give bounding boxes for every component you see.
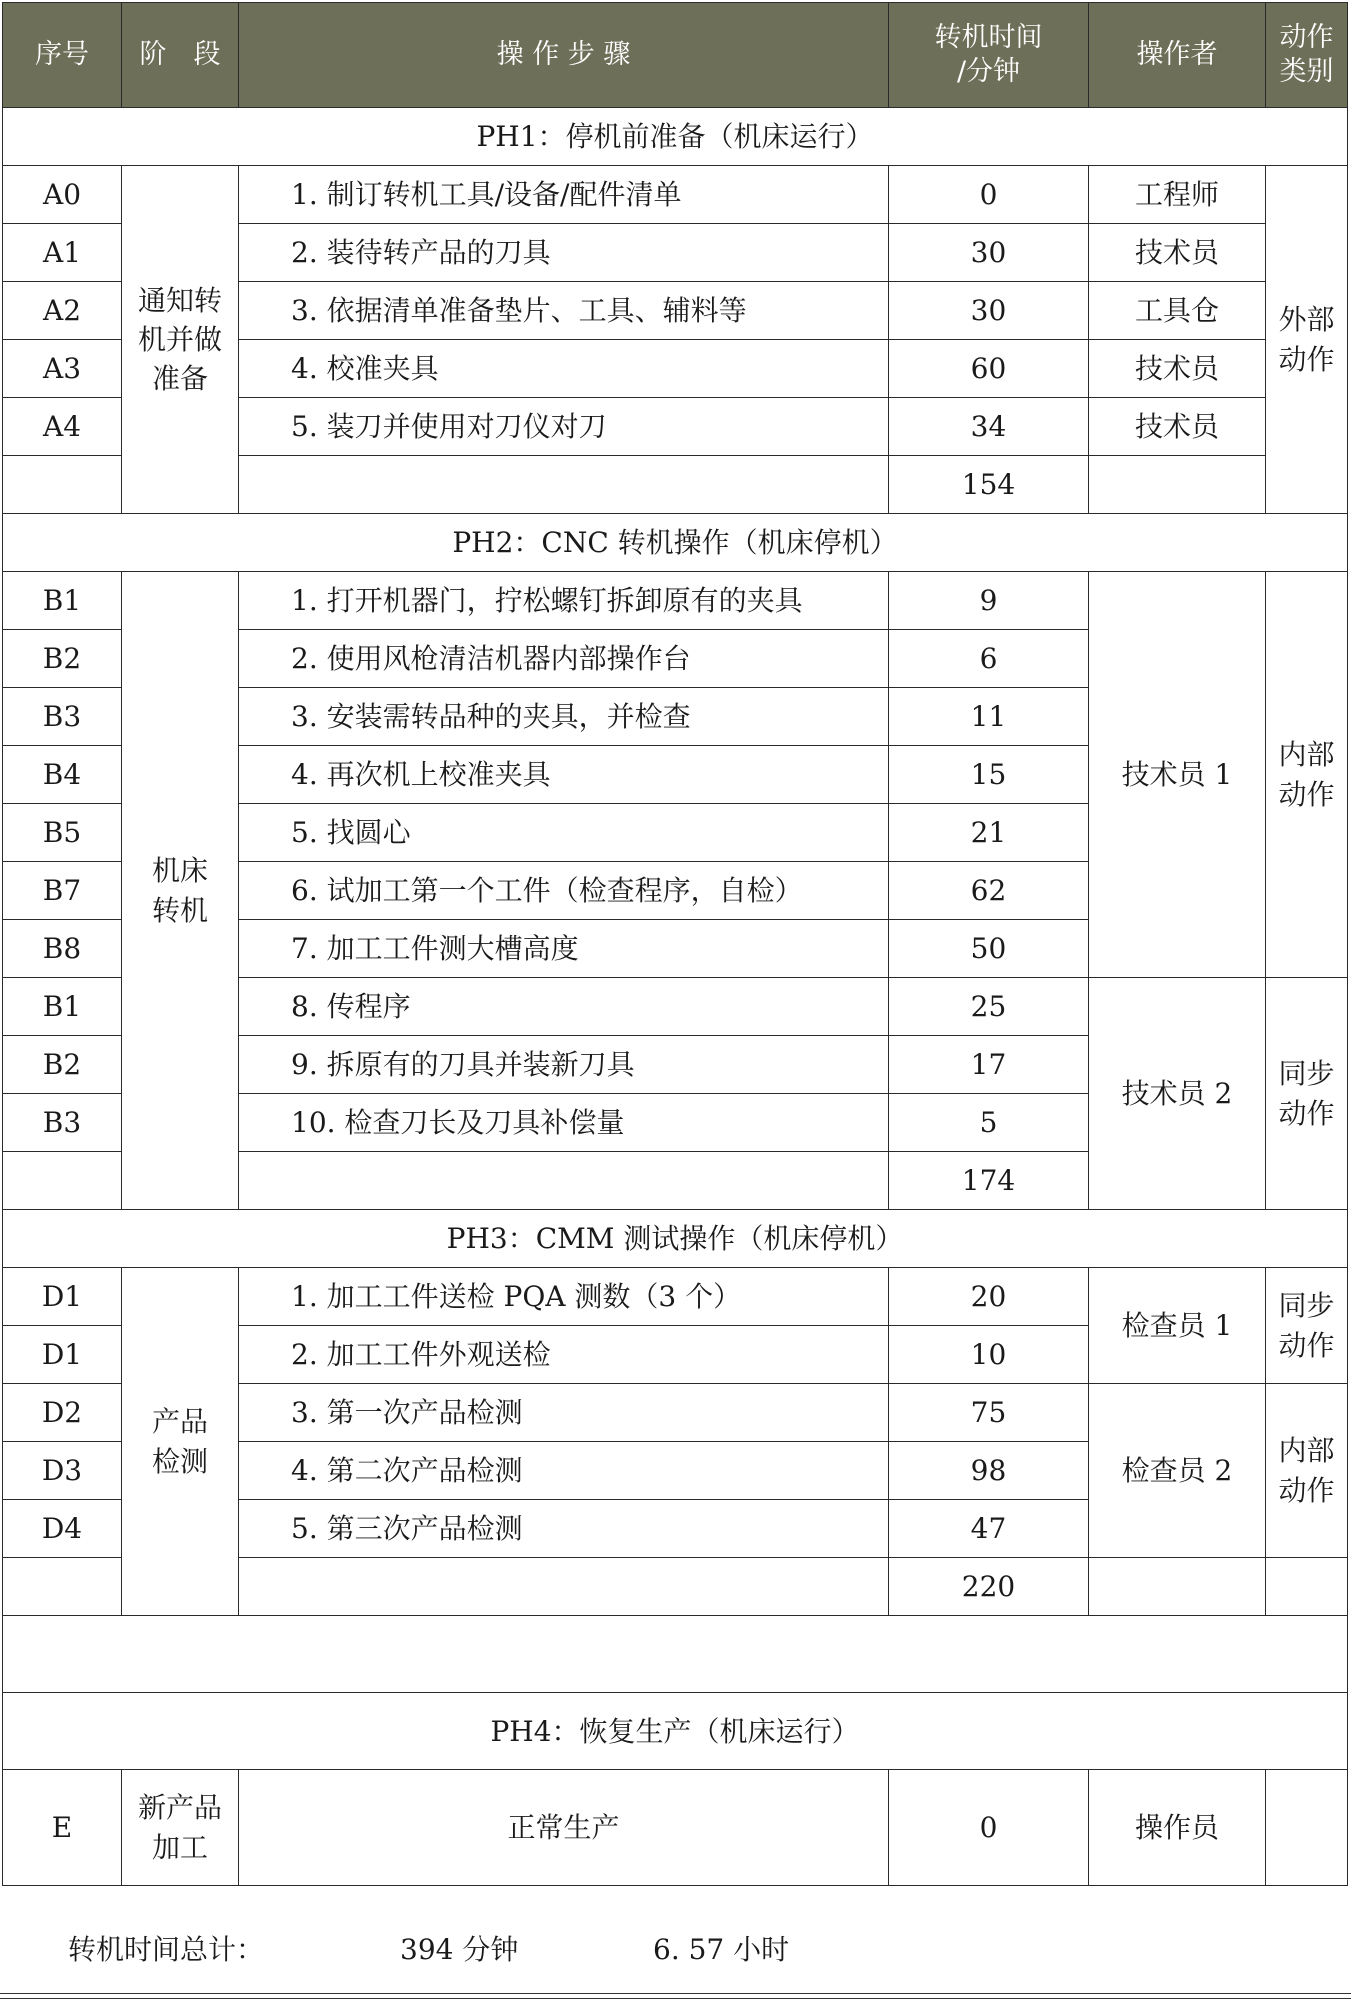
row-no: B2 (3, 630, 122, 688)
header-no: 序号 (3, 3, 122, 108)
row-step: 3. 第一次产品检测 (239, 1384, 889, 1442)
subtotal-no-empty (3, 456, 122, 514)
row-no: A3 (3, 340, 122, 398)
row-step: 正常生产 (239, 1770, 889, 1886)
row-step: 5. 装刀并使用对刀仪对刀 (239, 398, 889, 456)
row-operator: 技术员 (1089, 398, 1266, 456)
operator-cell-ph2-1: 技术员 1 (1089, 572, 1266, 978)
row-step: 10. 检查刀长及刀具补偿量 (239, 1094, 889, 1152)
row-operator: 操作员 (1089, 1770, 1266, 1886)
row-no: A4 (3, 398, 122, 456)
subtotal-time-ph2: 174 (889, 1152, 1089, 1210)
row-no: B3 (3, 688, 122, 746)
row-time: 0 (889, 166, 1089, 224)
row-time: 47 (889, 1500, 1089, 1558)
row-step: 1. 打开机器门，拧松螺钉拆卸原有的夹具 (239, 572, 889, 630)
type-cell-ph1: 外部 动作 (1266, 166, 1348, 514)
row-step: 7. 加工工件测大槽高度 (239, 920, 889, 978)
type-cell-ph2-1: 内部 动作 (1266, 572, 1348, 978)
row-no: D3 (3, 1442, 122, 1500)
header-time-line1: 转机时间 (934, 22, 1043, 54)
row-no: B1 (3, 978, 122, 1036)
row-no: A0 (3, 166, 122, 224)
blank-row (3, 1616, 1348, 1693)
subtotal-time-ph3: 220 (889, 1558, 1089, 1616)
row-time: 20 (889, 1268, 1089, 1326)
header-stage: 阶 段 (122, 3, 239, 108)
header-row (3, 3, 1348, 108)
row-time: 30 (889, 224, 1089, 282)
row-step: 2. 使用风枪清洁机器内部操作台 (239, 630, 889, 688)
header-operator: 操作者 (1089, 3, 1266, 108)
phase-title-ph4: PH4：恢复生产（机床运行） (3, 1693, 1348, 1770)
row-no: B2 (3, 1036, 122, 1094)
row-time: 34 (889, 398, 1089, 456)
subtotal-step-empty (239, 1558, 889, 1616)
header-type-line1: 动作 (1279, 22, 1334, 54)
row-time: 15 (889, 746, 1089, 804)
row-time: 0 (889, 1770, 1089, 1886)
operator-cell-ph3-2: 检查员 2 (1089, 1384, 1266, 1558)
phase-row-ph3 (3, 1210, 1348, 1268)
stage-cell-ph1: 通知转 机并做 准备 (122, 166, 239, 514)
row-step: 2. 加工工件外观送检 (239, 1326, 889, 1384)
row-step: 8. 传程序 (239, 978, 889, 1036)
total-summary (0, 1928, 1351, 1978)
row-no: B7 (3, 862, 122, 920)
row-no: E (3, 1770, 122, 1886)
total-minutes: 394 分钟 (400, 1933, 519, 1966)
subtotal-no-empty (3, 1152, 122, 1210)
row-time: 10 (889, 1326, 1089, 1384)
header-type (1266, 3, 1348, 108)
row-time: 75 (889, 1384, 1089, 1442)
subtotal-type-empty (1266, 1558, 1348, 1616)
phase-row-ph1 (3, 108, 1348, 166)
type-cell-ph3-1: 同步 动作 (1266, 1268, 1348, 1384)
row-operator: 技术员 (1089, 340, 1266, 398)
operator-cell-ph2-2: 技术员 2 (1089, 978, 1266, 1210)
type-cell-ph2-2: 同步 动作 (1266, 978, 1348, 1210)
row-no: D1 (3, 1326, 122, 1384)
total-label: 转机时间总计： (68, 1933, 265, 1966)
row-time: 25 (889, 978, 1089, 1036)
row-no: B4 (3, 746, 122, 804)
type-cell-ph4-empty (1266, 1770, 1348, 1886)
stage-cell-ph4: 新产品 加工 (122, 1770, 239, 1886)
blank-cell (3, 1616, 1348, 1693)
header-type-line2: 类别 (1279, 56, 1334, 87)
row-time: 21 (889, 804, 1089, 862)
header-time (889, 3, 1089, 108)
row-no: B3 (3, 1094, 122, 1152)
row-no: B5 (3, 804, 122, 862)
row-no: B8 (3, 920, 122, 978)
row-operator: 工具仓 (1089, 282, 1266, 340)
row-step: 3. 安装需转品种的夹具，并检查 (239, 688, 889, 746)
total-hours: 6. 57 小时 (653, 1933, 790, 1966)
row-time: 17 (889, 1036, 1089, 1094)
subtotal-time-ph1: 154 (889, 456, 1089, 514)
type-cell-ph3-2: 内部 动作 (1266, 1384, 1348, 1558)
row-time: 98 (889, 1442, 1089, 1500)
table-row (3, 166, 1348, 224)
footer-rule-top (0, 1993, 1351, 1994)
row-no: B1 (3, 572, 122, 630)
subtotal-operator-empty (1089, 456, 1266, 514)
header-steps: 操 作 步 骤 (239, 3, 889, 108)
row-step: 5. 找圆心 (239, 804, 889, 862)
table-row (3, 1268, 1348, 1326)
phase-row-ph4 (3, 1693, 1348, 1770)
subtotal-step-empty (239, 1152, 889, 1210)
row-operator: 技术员 (1089, 224, 1266, 282)
row-time: 11 (889, 688, 1089, 746)
row-step: 5. 第三次产品检测 (239, 1500, 889, 1558)
stage-cell-ph3: 产品 检测 (122, 1268, 239, 1616)
phase-row-ph2 (3, 514, 1348, 572)
row-time: 30 (889, 282, 1089, 340)
row-no: A2 (3, 282, 122, 340)
header-time-line2: /分钟 (956, 56, 1021, 87)
row-step: 4. 校准夹具 (239, 340, 889, 398)
subtotal-operator-empty (1089, 1558, 1266, 1616)
row-no: D4 (3, 1500, 122, 1558)
row-step: 2. 装待转产品的刀具 (239, 224, 889, 282)
subtotal-step-empty (239, 456, 889, 514)
row-no: D1 (3, 1268, 122, 1326)
subtotal-no-empty (3, 1558, 122, 1616)
row-step: 4. 再次机上校准夹具 (239, 746, 889, 804)
operator-cell-ph3-1: 检查员 1 (1089, 1268, 1266, 1384)
footer-rule-bottom (0, 1998, 1351, 1999)
row-step: 9. 拆原有的刀具并装新刀具 (239, 1036, 889, 1094)
stage-cell-ph2: 机床 转机 (122, 572, 239, 1210)
row-step: 3. 依据清单准备垫片、工具、辅料等 (239, 282, 889, 340)
row-time: 9 (889, 572, 1089, 630)
row-time: 6 (889, 630, 1089, 688)
row-time: 62 (889, 862, 1089, 920)
row-no: A1 (3, 224, 122, 282)
phase-title-ph1: PH1：停机前准备（机床运行） (3, 108, 1348, 166)
row-step: 6. 试加工第一个工件（检查程序，自检） (239, 862, 889, 920)
row-step: 1. 制订转机工具/设备/配件清单 (239, 166, 889, 224)
table-row (3, 572, 1348, 630)
phase-title-ph3: PH3：CMM 测试操作（机床停机） (3, 1210, 1348, 1268)
row-time: 5 (889, 1094, 1089, 1152)
table-row (3, 1770, 1348, 1886)
row-step: 1. 加工工件送检 PQA 测数（3 个） (239, 1268, 889, 1326)
phase-title-ph2: PH2：CNC 转机操作（机床停机） (3, 514, 1348, 572)
changeover-table (2, 2, 1348, 1886)
row-step: 4. 第二次产品检测 (239, 1442, 889, 1500)
row-time: 60 (889, 340, 1089, 398)
row-operator: 工程师 (1089, 166, 1266, 224)
row-time: 50 (889, 920, 1089, 978)
row-no: D2 (3, 1384, 122, 1442)
